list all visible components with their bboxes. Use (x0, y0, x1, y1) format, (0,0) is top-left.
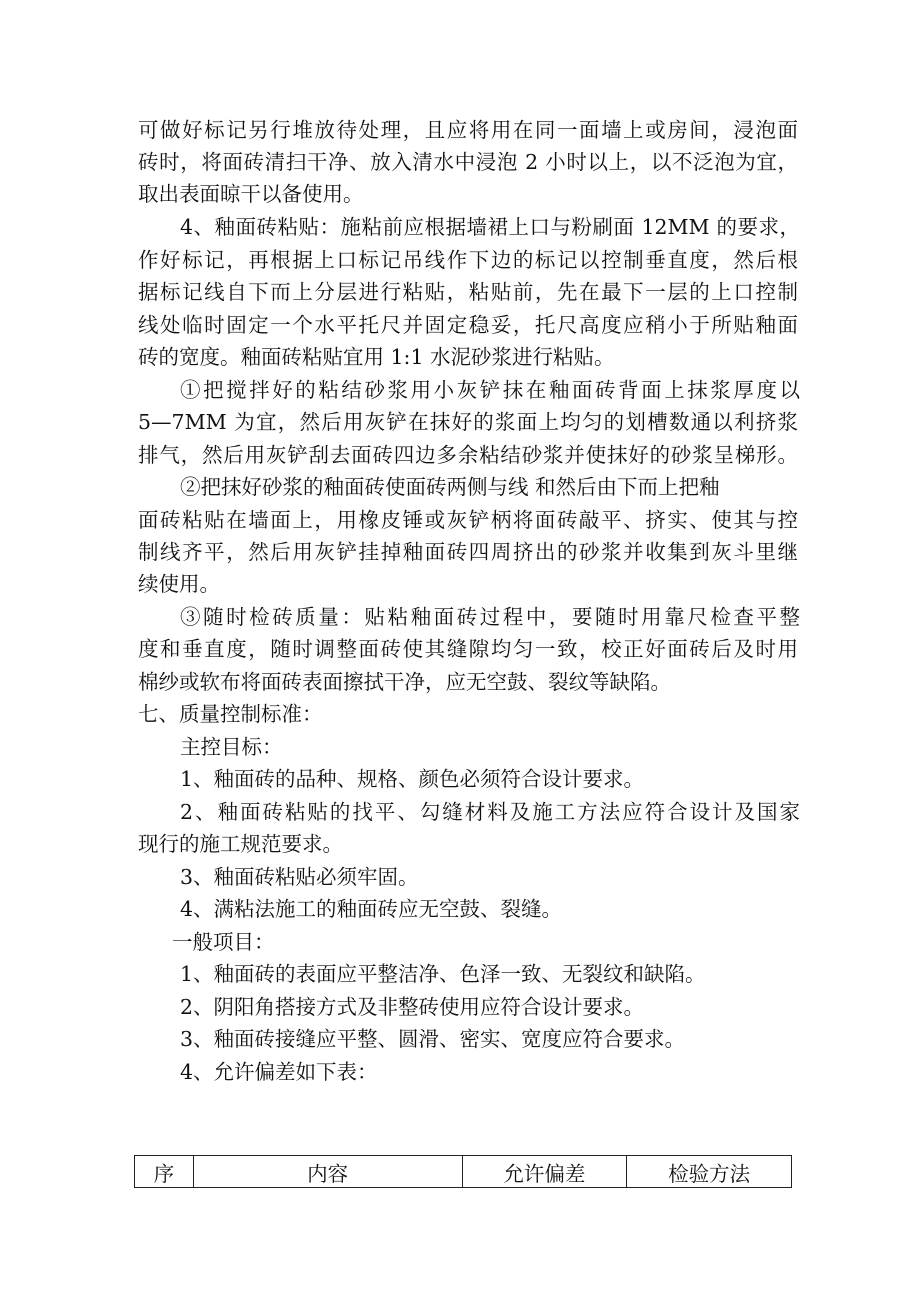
text-line: 可做好标记另行堆放待处理，且应将用在同一面墙上或房间，浸泡面 (138, 118, 798, 142)
table-header-cell: 检验方法 (627, 1156, 792, 1188)
text-line: 制线齐平，然后用灰铲挂掉釉面砖四周挤出的砂浆并收集到灰斗里继 (138, 540, 798, 564)
text-line: 4、釉面砖粘贴：施粘前应根据墙裙上口与粉刷面 12MM 的要求， (180, 215, 800, 239)
subsection-title: 主控目标： (180, 735, 283, 759)
text-line: 据标记线自下而上分层进行粘贴，粘贴前，先在最下一层的上口控制 (138, 280, 798, 304)
list-item: 1、釉面砖的品种、规格、颜色必须符合设计要求。 (180, 767, 645, 791)
text-line: 砖时，将面砖清扫干净、放入清水中浸泡 2 小时以上，以不泛泡为宜， (138, 150, 798, 174)
section-heading: 七、质量控制标准： (138, 702, 323, 726)
table-header-cell: 内容 (193, 1156, 462, 1188)
text-line: 5—7MM 为宜，然后用灰铲在抹好的浆面上均匀的划槽数通以利挤浆 (138, 410, 798, 434)
subsection-title: 一般项目： (172, 930, 275, 954)
text-line: 续使用。 (138, 572, 220, 596)
list-item: 现行的施工规范要求。 (138, 832, 343, 856)
table-header-cell: 允许偏差 (462, 1156, 627, 1188)
list-item: 4、允许偏差如下表： (180, 1060, 378, 1084)
table-header-cell: 序 (135, 1156, 194, 1188)
list-item: 2、阴阳角搭接方式及非整砖使用应符合设计要求。 (180, 995, 645, 1019)
table-header-row (135, 1156, 792, 1188)
text-line: ③随时检砖质量：贴粘釉面砖过程中，要随时用靠尺检查平整 (180, 605, 800, 629)
text-line: 作好标记，再根据上口标记吊线作下边的标记以控制垂直度，然后根 (138, 248, 798, 272)
text-line: 度和垂直度，随时调整面砖使其缝隙均匀一致，校正好面砖后及时用 (138, 637, 798, 661)
list-item: 3、釉面砖接缝应平整、圆滑、密实、宽度应符合要求。 (180, 1027, 686, 1051)
list-item: 3、釉面砖粘贴必须牢固。 (180, 865, 419, 889)
text-line: 排气，然后用灰铲刮去面砖四边多余粘结砂浆并使抹好的砂浆呈梯形。 (138, 443, 798, 467)
text-line: 面砖粘贴在墙面上，用橡皮锤或灰铲柄将面砖敲平、挤实、使其与控 (138, 508, 798, 532)
list-item: 4、满粘法施工的釉面砖应无空鼓、裂缝。 (180, 897, 563, 921)
text-line: 砖的宽度。釉面砖粘贴宜用 1:1 水泥砂浆进行粘贴。 (138, 345, 615, 369)
list-item: 1、釉面砖的表面应平整洁净、色泽一致、无裂纹和缺陷。 (180, 962, 706, 986)
text-line: 线处临时固定一个水平托尺并固定稳妥，托尺高度应稍小于所贴釉面 (138, 313, 798, 337)
text-line: ①把搅拌好的粘结砂浆用小灰铲抹在釉面砖背面上抹浆厚度以 (180, 378, 800, 402)
tolerance-table (134, 1155, 792, 1188)
text-line: 棉纱或软布将面砖表面擦拭干净，应无空鼓、裂纹等缺陷。 (138, 670, 671, 694)
text-line: ②把抹好砂浆的釉面砖使面砖两侧与线 和然后由下而上把釉 (180, 475, 720, 499)
text-line: 取出表面晾干以备使用。 (138, 182, 364, 206)
list-item: 2、釉面砖粘贴的找平、勾缝材料及施工方法应符合设计及国家 (180, 800, 800, 824)
